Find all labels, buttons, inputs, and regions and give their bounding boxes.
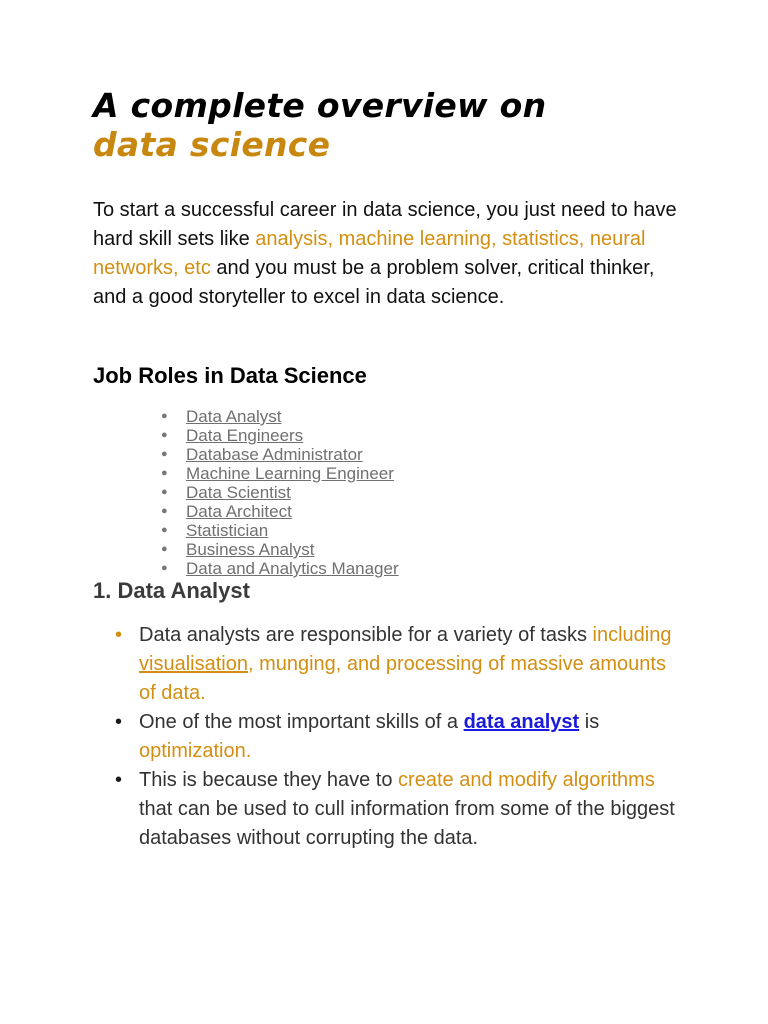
job-role-link-data-analyst[interactable]: ● Data Analyst [161, 407, 282, 426]
job-role-link-data-engineers[interactable]: ● Data Engineers [161, 426, 304, 445]
job-role-link-data-architect[interactable]: ● Data Architect [161, 502, 292, 521]
bullet-icon: • [115, 711, 123, 733]
intro-text-2: and you must be a problem solver, critical thinker, and a good storyteller to excel in data science. [93, 257, 655, 308]
bullet-icon: ● [161, 467, 168, 479]
point-3-text-1: This is because they have to [139, 769, 399, 791]
bullet-icon: • [115, 624, 123, 646]
bullet-icon: • [115, 769, 123, 791]
bullet-icon: ● [161, 429, 168, 441]
intro-paragraph [93, 196, 683, 312]
point-3-orange: create and modify algorithms [398, 769, 655, 791]
point-1-text: Data analysts are responsible for a variety of tasks [139, 624, 593, 646]
page-title [93, 86, 693, 164]
bullet-icon: ● [161, 562, 168, 574]
document-page [93, 86, 693, 853]
job-role-link-statistician[interactable]: ● Statistician [161, 521, 269, 540]
data-analyst-points [93, 621, 679, 853]
job-role-link-ml-engineer[interactable]: ● Machine Learning Engineer [161, 464, 394, 483]
data-analyst-heading: 1. Data Analyst [93, 578, 250, 603]
point-1-orange-2: , munging, and processing of massive amounts of data. [139, 653, 666, 704]
bullet-icon: ● [161, 505, 168, 517]
point-3 [115, 766, 679, 853]
point-1 [115, 621, 679, 708]
point-2 [115, 708, 679, 766]
job-roles-heading: Job Roles in Data Science [93, 363, 367, 388]
point-1-orange-underlined: visualisation [139, 653, 248, 675]
point-2-text-1: One of the most important skills of a [139, 711, 464, 733]
point-1-orange-1: including [592, 624, 672, 646]
job-role-link-database-administrator[interactable]: ● Database Administrator [161, 445, 363, 464]
job-role-link-data-scientist[interactable]: ● Data Scientist [161, 483, 291, 502]
bullet-icon: ● [161, 543, 168, 555]
bullet-icon: ● [161, 524, 168, 536]
job-role-link-business-analyst[interactable]: ● Business Analyst [161, 540, 315, 559]
point-2-text-2: is [579, 711, 600, 733]
intro-highlight: analysis, machine learning, statistics, neural networks, etc [93, 228, 646, 279]
bullet-icon: ● [161, 486, 168, 498]
intro-text-1: To start a successful career in data science, you just need to have hard skill sets like [93, 199, 677, 250]
point-3-text-2: that can be used to cull information from some of the biggest databases without corrupting the data. [139, 798, 675, 849]
bullet-icon: ● [161, 410, 168, 422]
bullet-icon: ● [161, 448, 168, 460]
title-line-1: A complete overview on [93, 86, 547, 125]
title-line-2: data science [93, 125, 331, 164]
job-roles-list [93, 407, 693, 578]
point-2-orange: optimization. [139, 740, 252, 762]
job-role-link-analytics-manager[interactable]: ● Data and Analytics Manager [161, 559, 399, 578]
data-analyst-link[interactable]: data analyst [463, 711, 580, 733]
